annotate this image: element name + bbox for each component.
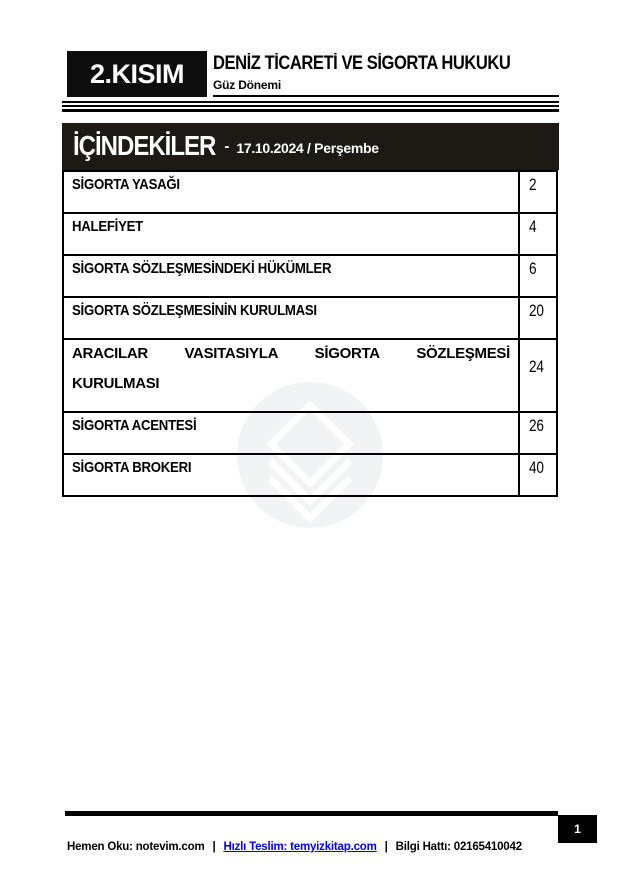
page-number: 1 [574,822,581,836]
course-title: DENİZ TİCARETİ VE SİGORTA HUKUKU [213,53,511,74]
toc-entry-page: 4 [529,217,537,236]
toc-separator: - [224,138,230,155]
divider-line [62,105,559,107]
toc-entry-page: 40 [529,458,544,477]
footer-separator: | [212,841,216,853]
toc-entry-page: 2 [529,175,537,194]
table-row [63,171,557,213]
toc-entry-page: 6 [529,259,537,278]
page-number-box [558,815,597,843]
toc-heading: İÇİNDEKİLER [73,130,216,162]
semester-label: Güz Dönemi [213,78,282,92]
toc-entry-title: SİGORTA YASAĞI [72,176,180,193]
footer-contact-line [67,841,522,853]
toc-header-bar [62,123,559,170]
footer-rule [65,811,558,816]
toc-date: 17.10.2024 / Perşembe [236,139,379,156]
table-row [63,454,557,496]
toc-entry-page: 26 [529,416,544,435]
header-divider-rules [62,101,559,112]
toc-entry-page: 24 [529,357,544,376]
table-row [63,297,557,339]
delivery-site-link[interactable]: Hızlı Teslim: temyizkitap.com [223,841,377,853]
toc-table [62,170,558,497]
footer-read-label: Hemen Oku: notevim.com [67,841,205,853]
footer-separator: | [384,841,388,853]
toc-entry-title: SİGORTA SÖZLEŞMESİNİN KURULMASI [72,302,317,319]
part-number-label: 2.KISIM [89,58,185,89]
course-header [213,53,559,97]
toc-entry-title: ARACILAR VASITASIYLA SİGORTA SÖZLEŞMESİ KURULMASI [72,345,510,392]
divider-line [62,109,559,112]
toc-entry-page: 20 [529,301,544,320]
toc-entry-title: SİGORTA BROKERI [72,459,192,476]
table-row [63,213,557,255]
toc-entry-title: HALEFİYET [72,218,143,235]
footer-info-label: Bilgi Hattı: 02165410042 [395,841,522,853]
table-row [63,412,557,454]
toc-entry-title: SİGORTA SÖZLEŞMESİNDEKİ HÜKÜMLER [72,260,332,277]
part-number-box [67,51,207,97]
toc-entry-title: SİGORTA ACENTESİ [72,417,197,434]
table-row [63,255,557,297]
divider-line [62,101,559,103]
table-row [63,339,557,412]
